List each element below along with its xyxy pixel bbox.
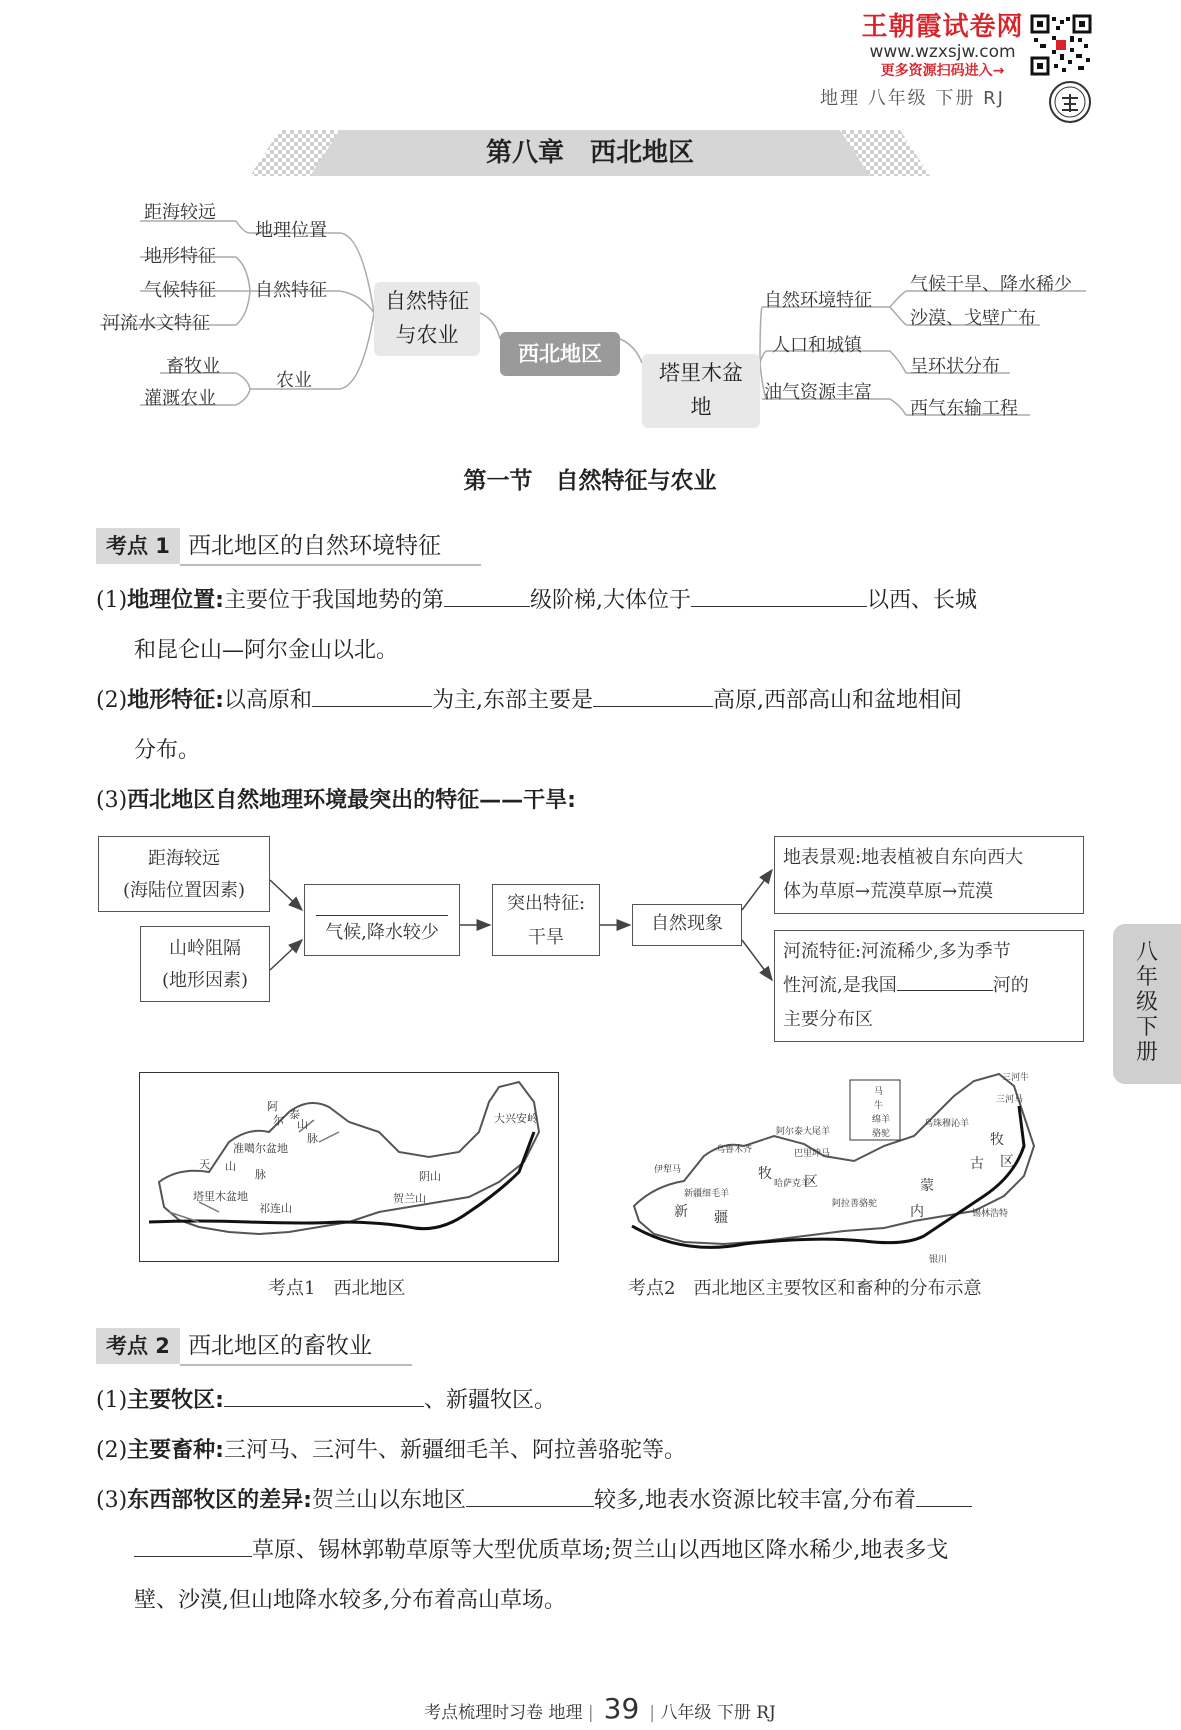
map-label: 新疆细毛羊 [684, 1189, 730, 1199]
map-label: 锡林浩特 [972, 1209, 1009, 1219]
map-label: 区 [1000, 1154, 1014, 1170]
map-label: 巴里坤马 [794, 1149, 831, 1159]
map-label: 山 [225, 1160, 236, 1173]
seal-logo-icon [1048, 80, 1092, 124]
legend-label: 绵羊 [872, 1115, 891, 1125]
flow-box-landscape [774, 836, 1084, 914]
item-text: 高原,西部高山和盆地相间 [713, 688, 962, 713]
page-number: 39 [603, 1692, 640, 1725]
brand-name: 王朝霞试卷网 [861, 12, 1024, 42]
answer-blank[interactable] [316, 885, 448, 916]
item-text: 为主,东部主要是 [432, 688, 593, 713]
map-label: 阴山 [419, 1170, 441, 1183]
grade-side-tab-text [1113, 940, 1181, 1065]
mm-leaf: 灌溉农业 [144, 388, 216, 409]
map-label: 牧 [990, 1132, 1004, 1148]
map-label: 伊犁马 [654, 1165, 682, 1175]
mm-leaf: 沙漠、戈壁广布 [910, 308, 1036, 329]
item-number: (1) [96, 1388, 128, 1413]
item-text: 级阶梯,大体位于 [530, 588, 691, 613]
kp1-p2 [96, 676, 1096, 726]
kp2-label: 考点 2 [96, 1328, 180, 1364]
flow-box-climate [304, 884, 460, 956]
kp1-label: 考点 1 [96, 528, 180, 564]
map-label: 银川 [929, 1255, 948, 1265]
page-footer: 考点梳理时习卷 地理 | 39 | 八年级 下册 RJ [424, 1692, 776, 1725]
flow-text: 干旱 [528, 927, 564, 948]
mm-leaf: 气候干旱、降水稀少 [910, 274, 1072, 295]
mm-branch: 农业 [276, 370, 312, 391]
answer-blank[interactable] [593, 682, 713, 707]
flow-box-rivers [774, 930, 1084, 1042]
item-text: 以高原和 [223, 688, 312, 713]
tab-char: 级 [1135, 990, 1158, 1015]
item-text: 贺兰山以东地区 [311, 1488, 466, 1513]
item-text: 三河马、三河牛、新疆细毛羊、阿拉善骆驼等。 [223, 1438, 686, 1463]
item-number: (3) [96, 1488, 128, 1513]
map-label: 泰 [289, 1108, 300, 1121]
map-label: 三河马 [996, 1095, 1024, 1105]
item-key: 地理位置: [127, 588, 224, 613]
answer-blank[interactable] [897, 970, 993, 991]
map-label: 牧 [758, 1166, 772, 1182]
answer-blank[interactable] [134, 1532, 252, 1557]
mm-leaf: 地形特征 [144, 246, 216, 267]
map-label: 阿尔泰大尾羊 [776, 1127, 831, 1137]
mm-leaf: 距海较远 [144, 202, 216, 223]
mm-branch: 油气资源丰富 [764, 382, 872, 403]
mm-node-right [642, 354, 760, 428]
item-text: 草原、锡林郭勒草原等大型优质草场;贺兰山以西地区降水稀少,地表多戈 [252, 1538, 949, 1563]
brand-url[interactable]: www.wzxsjw.com [869, 42, 1016, 62]
map-label: 哈萨克羊 [774, 1179, 811, 1189]
item-key: 东西部牧区的差异: [127, 1488, 312, 1513]
map-label: 阿拉善骆驼 [832, 1199, 878, 1209]
item-number: (1) [96, 588, 128, 613]
item-number: (2) [96, 688, 128, 713]
tab-char: 八 [1135, 940, 1158, 965]
item-text: 较多,地表水资源比较丰富,分布着 [594, 1488, 916, 1513]
flow-box-phenomena: 自然现象 [632, 904, 742, 946]
legend-label: 马 [874, 1087, 884, 1097]
flow-text: 山岭阻隔 [169, 938, 241, 959]
map-label: 脉 [307, 1132, 318, 1145]
kp2-p3-line2 [134, 1526, 1114, 1576]
kp1-title: 西北地区的自然环境特征 [180, 528, 481, 566]
legend-label: 骆驼 [872, 1129, 891, 1139]
flow-box-feature [492, 884, 600, 956]
item-text: 壁、沙漠,但山地降水较多,分布着高山草场。 [134, 1588, 566, 1613]
map-northwest [139, 1072, 559, 1262]
item-text: 主要位于我国地势的第 [223, 588, 444, 613]
item-key: 主要牧区: [127, 1388, 224, 1413]
brand-block [855, 12, 1030, 80]
flow-text: (地形因素) [161, 970, 249, 991]
subject-line: 地理 八年级 下册 RJ [820, 88, 1005, 109]
mm-node-right-label: 塔里木盆地 [659, 361, 743, 419]
footer-right: 八年级 下册 RJ [660, 1703, 776, 1723]
kp1-p3 [96, 776, 576, 826]
kp2-p1 [96, 1376, 556, 1426]
flow-box-mountains [140, 926, 270, 1002]
map-label: 乌珠穆沁羊 [924, 1119, 970, 1129]
flow-text: 气候,降水较少 [325, 922, 439, 943]
map-label: 古 [970, 1156, 984, 1172]
map-label: 疆 [714, 1210, 728, 1226]
map-label: 阿 [267, 1100, 278, 1113]
mm-branch: 自然特征 [255, 280, 327, 301]
section-title: 第一节 自然特征与农业 [463, 468, 717, 494]
answer-blank[interactable] [691, 582, 867, 607]
flow-text: (海陆位置因素) [122, 880, 246, 901]
mm-branch: 自然环境特征 [764, 290, 872, 311]
kp2-p3 [96, 1476, 1096, 1526]
qr-code-icon[interactable] [1030, 14, 1092, 76]
map-label: 脉 [255, 1168, 266, 1181]
map-label: 大兴安岭 [494, 1112, 538, 1125]
item-text: 和昆仑山—阿尔金山以北。 [134, 638, 399, 663]
mm-branch: 人口和城镇 [772, 335, 862, 356]
flow-text: 突出特征: [506, 893, 586, 914]
map-label: 三河牛 [1002, 1073, 1030, 1083]
map-label: 乌鲁木齐 [716, 1145, 753, 1155]
map-label: 内 [910, 1204, 924, 1220]
tab-char: 下 [1135, 1015, 1158, 1040]
map-label: 山 [297, 1118, 308, 1131]
map-label: 塔里木盆地 [193, 1190, 248, 1203]
answer-blank[interactable] [444, 582, 530, 607]
kp2-header [96, 1328, 412, 1364]
mm-leaf: 河流水文特征 [102, 313, 210, 334]
kp1-header [96, 528, 481, 564]
map-label: 蒙 [920, 1178, 934, 1194]
map-label: 新 [674, 1204, 688, 1220]
answer-blank[interactable] [312, 682, 432, 707]
map-label: 天 [199, 1158, 210, 1171]
kp2-p2 [96, 1426, 686, 1476]
flow-text: 河的 [992, 975, 1029, 996]
tab-char: 册 [1135, 1040, 1158, 1065]
mm-leaf: 呈环状分布 [910, 356, 1000, 377]
brand-cta: 更多资源扫码进入→ [880, 63, 1005, 79]
answer-blank[interactable] [466, 1482, 594, 1507]
footer-left: 考点梳理时习卷 地理 [424, 1703, 583, 1723]
flow-text: 河流特征:河流稀少,多为季节 [783, 941, 1011, 962]
kp1-p1 [96, 576, 1096, 626]
answer-blank[interactable] [224, 1382, 424, 1407]
legend-label: 牛 [874, 1101, 884, 1111]
mm-leaf: 气候特征 [144, 280, 216, 301]
item-number: (3) [96, 788, 128, 813]
mm-node-left [374, 282, 480, 356]
item-text: 、新疆牧区。 [423, 1388, 556, 1413]
item-key: 地形特征: [127, 688, 224, 713]
item-key: 西北地区自然地理环境最突出的特征——干旱: [127, 788, 576, 813]
map-label: 准噶尔盆地 [233, 1142, 288, 1155]
mm-leaf: 西气东输工程 [910, 398, 1018, 419]
chapter-title: 第八章 西北地区 [485, 138, 694, 168]
flow-text: 距海较远 [148, 848, 220, 869]
map1-caption: 考点1 西北地区 [268, 1278, 406, 1299]
mm-branch: 地理位置 [255, 220, 327, 241]
map2-caption: 考点2 西北地区主要牧区和畜种的分布示意 [628, 1278, 982, 1299]
flow-box-distance [98, 836, 270, 912]
item-number: (2) [96, 1438, 128, 1463]
tab-char: 年 [1135, 965, 1158, 990]
flow-text: 性河流,是我国 [783, 975, 897, 996]
mm-center: 西北地区 [500, 332, 620, 376]
mm-leaf: 畜牧业 [166, 356, 220, 377]
map-label: 区 [804, 1174, 818, 1190]
map-label: 尔 [273, 1114, 284, 1127]
map-pastoral-regions [624, 1066, 1064, 1266]
map-label: 祁连山 [259, 1202, 292, 1215]
flow-text: 地表景观:地表植被自东向西大 [783, 847, 1024, 868]
item-key: 主要畜种: [127, 1438, 224, 1463]
flow-text: 主要分布区 [783, 1009, 873, 1030]
item-text: 分布。 [134, 738, 201, 763]
flow-text: 体为草原→荒漠草原→荒漠 [783, 881, 994, 902]
kp2-title: 西北地区的畜牧业 [180, 1328, 412, 1366]
mm-node-left-label: 自然特征与农业 [385, 289, 469, 347]
answer-blank[interactable] [916, 1482, 972, 1507]
map-label: 贺兰山 [393, 1192, 426, 1205]
item-text: 以西、长城 [867, 588, 978, 613]
